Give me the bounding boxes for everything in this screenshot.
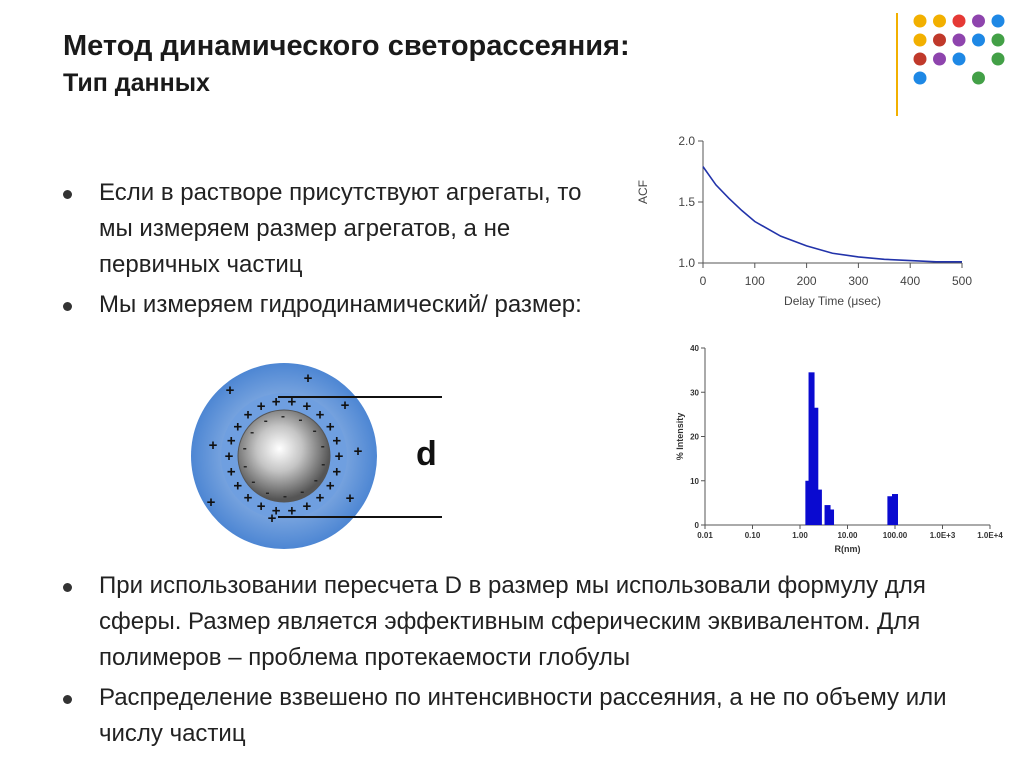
acf-y-tick-label: 1.5 [678, 195, 695, 209]
acf-y-tick-label: 2.0 [678, 134, 695, 148]
plus-sign: + [206, 494, 216, 511]
plus-sign: + [226, 463, 236, 481]
plus-sign: + [334, 448, 344, 465]
acf-series-line [703, 167, 962, 262]
deco-dot [933, 15, 946, 28]
deco-dot [992, 53, 1005, 66]
bullet-item [63, 680, 1013, 752]
minus-sign: - [281, 409, 286, 424]
plus-sign: + [315, 406, 325, 424]
plus-sign: + [233, 477, 243, 495]
bullet-text: Мы измеряем гидродинамический/ размер: [99, 291, 582, 318]
particle-diagram [180, 355, 460, 560]
plus-sign: + [302, 397, 312, 415]
deco-dot [914, 34, 927, 47]
acf-chart [625, 125, 985, 325]
deco-dot [953, 34, 966, 47]
plus-sign: + [243, 489, 253, 507]
deco-dot [972, 34, 985, 47]
plus-sign: + [267, 510, 277, 527]
deco-dot [933, 53, 946, 66]
acf-x-tick-label: 0 [699, 274, 707, 288]
bullet-item [63, 568, 1013, 676]
hist-x-tick-label: 1.0E+4 [977, 531, 1003, 540]
hist-x-tick-label: 1.0E+3 [929, 531, 956, 540]
plus-sign: + [243, 406, 253, 424]
plus-sign: + [302, 498, 312, 516]
bullet-dot [63, 190, 72, 199]
minus-sign: - [321, 456, 326, 471]
plus-sign: + [332, 463, 342, 481]
decorative-dots [0, 0, 1024, 130]
hist-x-tick-label: 1.00 [792, 531, 808, 540]
hist-y-tick-label: 20 [690, 432, 699, 442]
plus-sign: + [224, 448, 234, 465]
plus-sign: + [353, 443, 363, 460]
minus-sign: - [298, 412, 303, 427]
plus-sign: + [345, 490, 355, 507]
acf-x-tick-label: 100 [744, 274, 765, 288]
hist-bar [828, 510, 834, 525]
minus-sign: - [312, 423, 317, 438]
minus-sign: - [243, 458, 248, 473]
bullet-list-top [63, 175, 583, 323]
plus-sign: + [325, 477, 335, 495]
plus-sign: + [315, 489, 325, 507]
deco-dot [914, 72, 927, 85]
hist-y-tick-label: 30 [690, 388, 699, 398]
hist-x-tick-label: 0.10 [744, 531, 761, 540]
acf-x-tick-label: 300 [848, 274, 869, 288]
hist-y-tick-label: 40 [690, 344, 699, 353]
plus-sign: + [226, 432, 236, 450]
bullet-text: Распределение взвешено по интенсивности рассеяния, а не по объему или числу частиц [99, 684, 947, 747]
deco-dot [914, 53, 927, 66]
plus-sign: + [332, 432, 342, 450]
acf-x-tick-label: 200 [796, 274, 817, 288]
minus-sign: - [242, 441, 247, 456]
minus-sign: - [250, 424, 255, 439]
deco-dot [953, 53, 966, 66]
acf-x-tick-label: 400 [900, 274, 921, 288]
acf-x-tick-label: 500 [951, 274, 973, 288]
plus-sign: + [325, 418, 335, 436]
plus-sign: + [271, 393, 281, 411]
bullet-list-bottom [63, 568, 1013, 752]
deco-dot [972, 72, 985, 85]
deco-dot [992, 15, 1005, 28]
bullet-dot [63, 302, 72, 311]
bullet-text: Если в растворе присутствуют агрегаты, то мы измеряем размер агрегатов, а не первичных частиц [99, 179, 582, 278]
plus-sign: + [271, 502, 281, 520]
hist-y-label: % Intensity [675, 412, 685, 461]
bullet-item [63, 287, 583, 323]
slide-subtitle: Тип данных [63, 69, 210, 97]
deco-dot [992, 34, 1005, 47]
hist-y-tick-label: 0 [694, 521, 699, 530]
plus-sign: + [340, 397, 350, 414]
minus-sign: - [320, 439, 325, 454]
plus-sign: + [287, 502, 297, 520]
hist-x-tick-label: 10.00 [837, 531, 858, 540]
plus-sign: + [256, 498, 266, 516]
hist-x-label: R(nm) [834, 544, 861, 554]
minus-sign: - [282, 488, 287, 503]
acf-y-tick-label: 1.0 [678, 256, 695, 270]
plus-sign: + [303, 370, 313, 387]
bullet-dot [63, 695, 72, 704]
plus-sign: + [208, 437, 218, 454]
deco-dot [972, 15, 985, 28]
hist-x-tick-label: 100.00 [882, 531, 908, 540]
minus-sign: - [313, 473, 318, 488]
deco-dot [914, 15, 927, 28]
bullet-item [63, 175, 583, 283]
deco-dot [933, 34, 946, 47]
minus-sign: - [300, 484, 305, 499]
plus-sign: + [256, 397, 266, 415]
slide-title: Метод динамического светорассеяния: [63, 30, 630, 62]
diameter-label: d [416, 435, 437, 473]
hist-bar [816, 490, 822, 525]
acf-x-label: Delay Time (μsec) [784, 294, 881, 308]
bullet-text: При использовании пересчета D в размер мы использовали формулу для сферы. Размер является эффективным сферическим эквивалентом. Для полимеров – проблема протекаемости глобулы [99, 572, 926, 671]
plus-sign: + [233, 418, 243, 436]
minus-sign: - [263, 413, 268, 428]
hist-y-tick-label: 10 [690, 476, 699, 486]
hist-x-tick-label: 0.01 [697, 531, 713, 540]
deco-dot [953, 15, 966, 28]
plus-sign: + [287, 393, 297, 411]
bullet-dot [63, 583, 72, 592]
acf-y-label: ACF [636, 180, 650, 204]
minus-sign: - [265, 485, 270, 500]
size-distribution-chart [665, 340, 1010, 555]
minus-sign: - [251, 474, 256, 489]
hist-bar [892, 494, 898, 525]
plus-sign: + [225, 382, 235, 399]
